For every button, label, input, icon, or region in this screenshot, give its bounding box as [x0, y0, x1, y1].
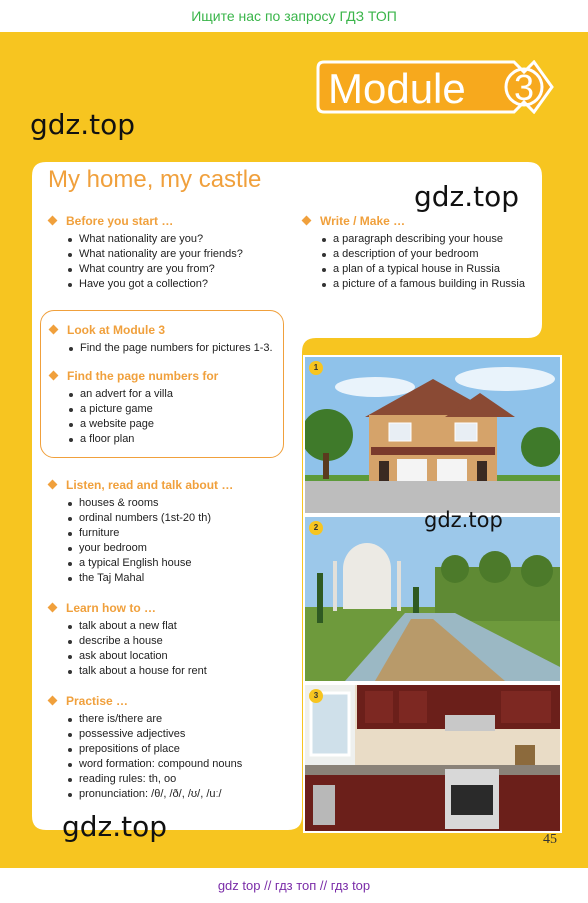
- section-heading: Write / Make …: [300, 212, 540, 230]
- list-item: talk about a new flat: [79, 619, 296, 634]
- diamond-bullet-icon: [302, 216, 312, 226]
- page-number: 45: [543, 832, 557, 847]
- photo-house: [303, 355, 562, 515]
- section-learn-how-to: [46, 599, 296, 679]
- list-item: describe a house: [79, 634, 296, 649]
- list-item: reading rules: th, oo: [79, 772, 296, 787]
- watermark: gdz.top: [30, 108, 136, 141]
- list-item: What country are you from?: [79, 262, 296, 277]
- list-item: possessive adjectives: [79, 727, 296, 742]
- look-at-module-box: [40, 310, 284, 458]
- list-item: your bedroom: [79, 541, 296, 556]
- section-find-page-numbers: [47, 367, 283, 447]
- photo-kitchen: [303, 683, 562, 833]
- list-item: furniture: [79, 526, 296, 541]
- diamond-bullet-icon: [49, 325, 59, 335]
- list-item: What nationality are you?: [79, 232, 296, 247]
- list-item: prepositions of place: [79, 742, 296, 757]
- list-item: a floor plan: [80, 432, 283, 447]
- section-heading: Listen, read and talk about …: [46, 476, 296, 494]
- list-item: word formation: compound nouns: [79, 757, 296, 772]
- watermark: gdz.top: [62, 810, 168, 843]
- diamond-bullet-icon: [48, 696, 58, 706]
- section-listen-read-talk: [46, 476, 296, 586]
- section-practise: [46, 692, 296, 802]
- list-item: a typical English house: [79, 556, 296, 571]
- list-item: ordinal numbers (1st-20 th): [79, 511, 296, 526]
- list-item: Find the page numbers for pictures 1-3.: [80, 341, 283, 356]
- diamond-bullet-icon: [48, 480, 58, 490]
- list-item: a paragraph describing your house: [333, 232, 540, 247]
- list-item: Have you got a collection?: [79, 277, 296, 292]
- section-heading: Before you start …: [46, 212, 296, 230]
- list-item: a description of your bedroom: [333, 247, 540, 262]
- photo-taj-mahal: [303, 515, 562, 683]
- section-heading: Practise …: [46, 692, 296, 710]
- module-number: 3: [513, 67, 535, 108]
- list-item: What nationality are your friends?: [79, 247, 296, 262]
- photo-column: [303, 355, 562, 833]
- section-heading: Look at Module 3: [47, 321, 283, 339]
- photo-number-badge: 2: [309, 521, 323, 535]
- section-before-you-start: [46, 212, 296, 292]
- module-badge: [316, 60, 556, 114]
- watermark: gdz.top: [414, 180, 520, 213]
- list-item: pronunciation: /θ/, /ð/, /ʊ/, /uː/: [79, 787, 296, 802]
- list-item: a website page: [80, 417, 283, 432]
- module-word: Module: [328, 65, 466, 112]
- list-item: the Taj Mahal: [79, 571, 296, 586]
- list-item: ask about location: [79, 649, 296, 664]
- photo-number-badge: 3: [309, 689, 323, 703]
- top-banner[interactable]: Ищите нас по запросу ГДЗ ТОП: [0, 0, 588, 32]
- section-look-at-module: [47, 321, 283, 356]
- diamond-bullet-icon: [48, 216, 58, 226]
- list-item: a picture game: [80, 402, 283, 417]
- page-title: My home, my castle: [48, 166, 262, 193]
- textbook-page: [0, 32, 588, 868]
- photo-number-badge: 1: [309, 361, 323, 375]
- section-heading: Find the page numbers for: [47, 367, 283, 385]
- diamond-bullet-icon: [49, 371, 59, 381]
- list-item: a picture of a famous building in Russia: [333, 277, 540, 292]
- diamond-bullet-icon: [48, 603, 58, 613]
- list-item: an advert for a villa: [80, 387, 283, 402]
- section-write-make: [300, 212, 540, 292]
- list-item: talk about a house for rent: [79, 664, 296, 679]
- section-heading: Learn how to …: [46, 599, 296, 617]
- list-item: houses & rooms: [79, 496, 296, 511]
- list-item: a plan of a typical house in Russia: [333, 262, 540, 277]
- list-item: there is/there are: [79, 712, 296, 727]
- watermark: gdz.top: [424, 508, 503, 532]
- bottom-banner[interactable]: gdz top // гдз топ // гдз top: [0, 868, 588, 903]
